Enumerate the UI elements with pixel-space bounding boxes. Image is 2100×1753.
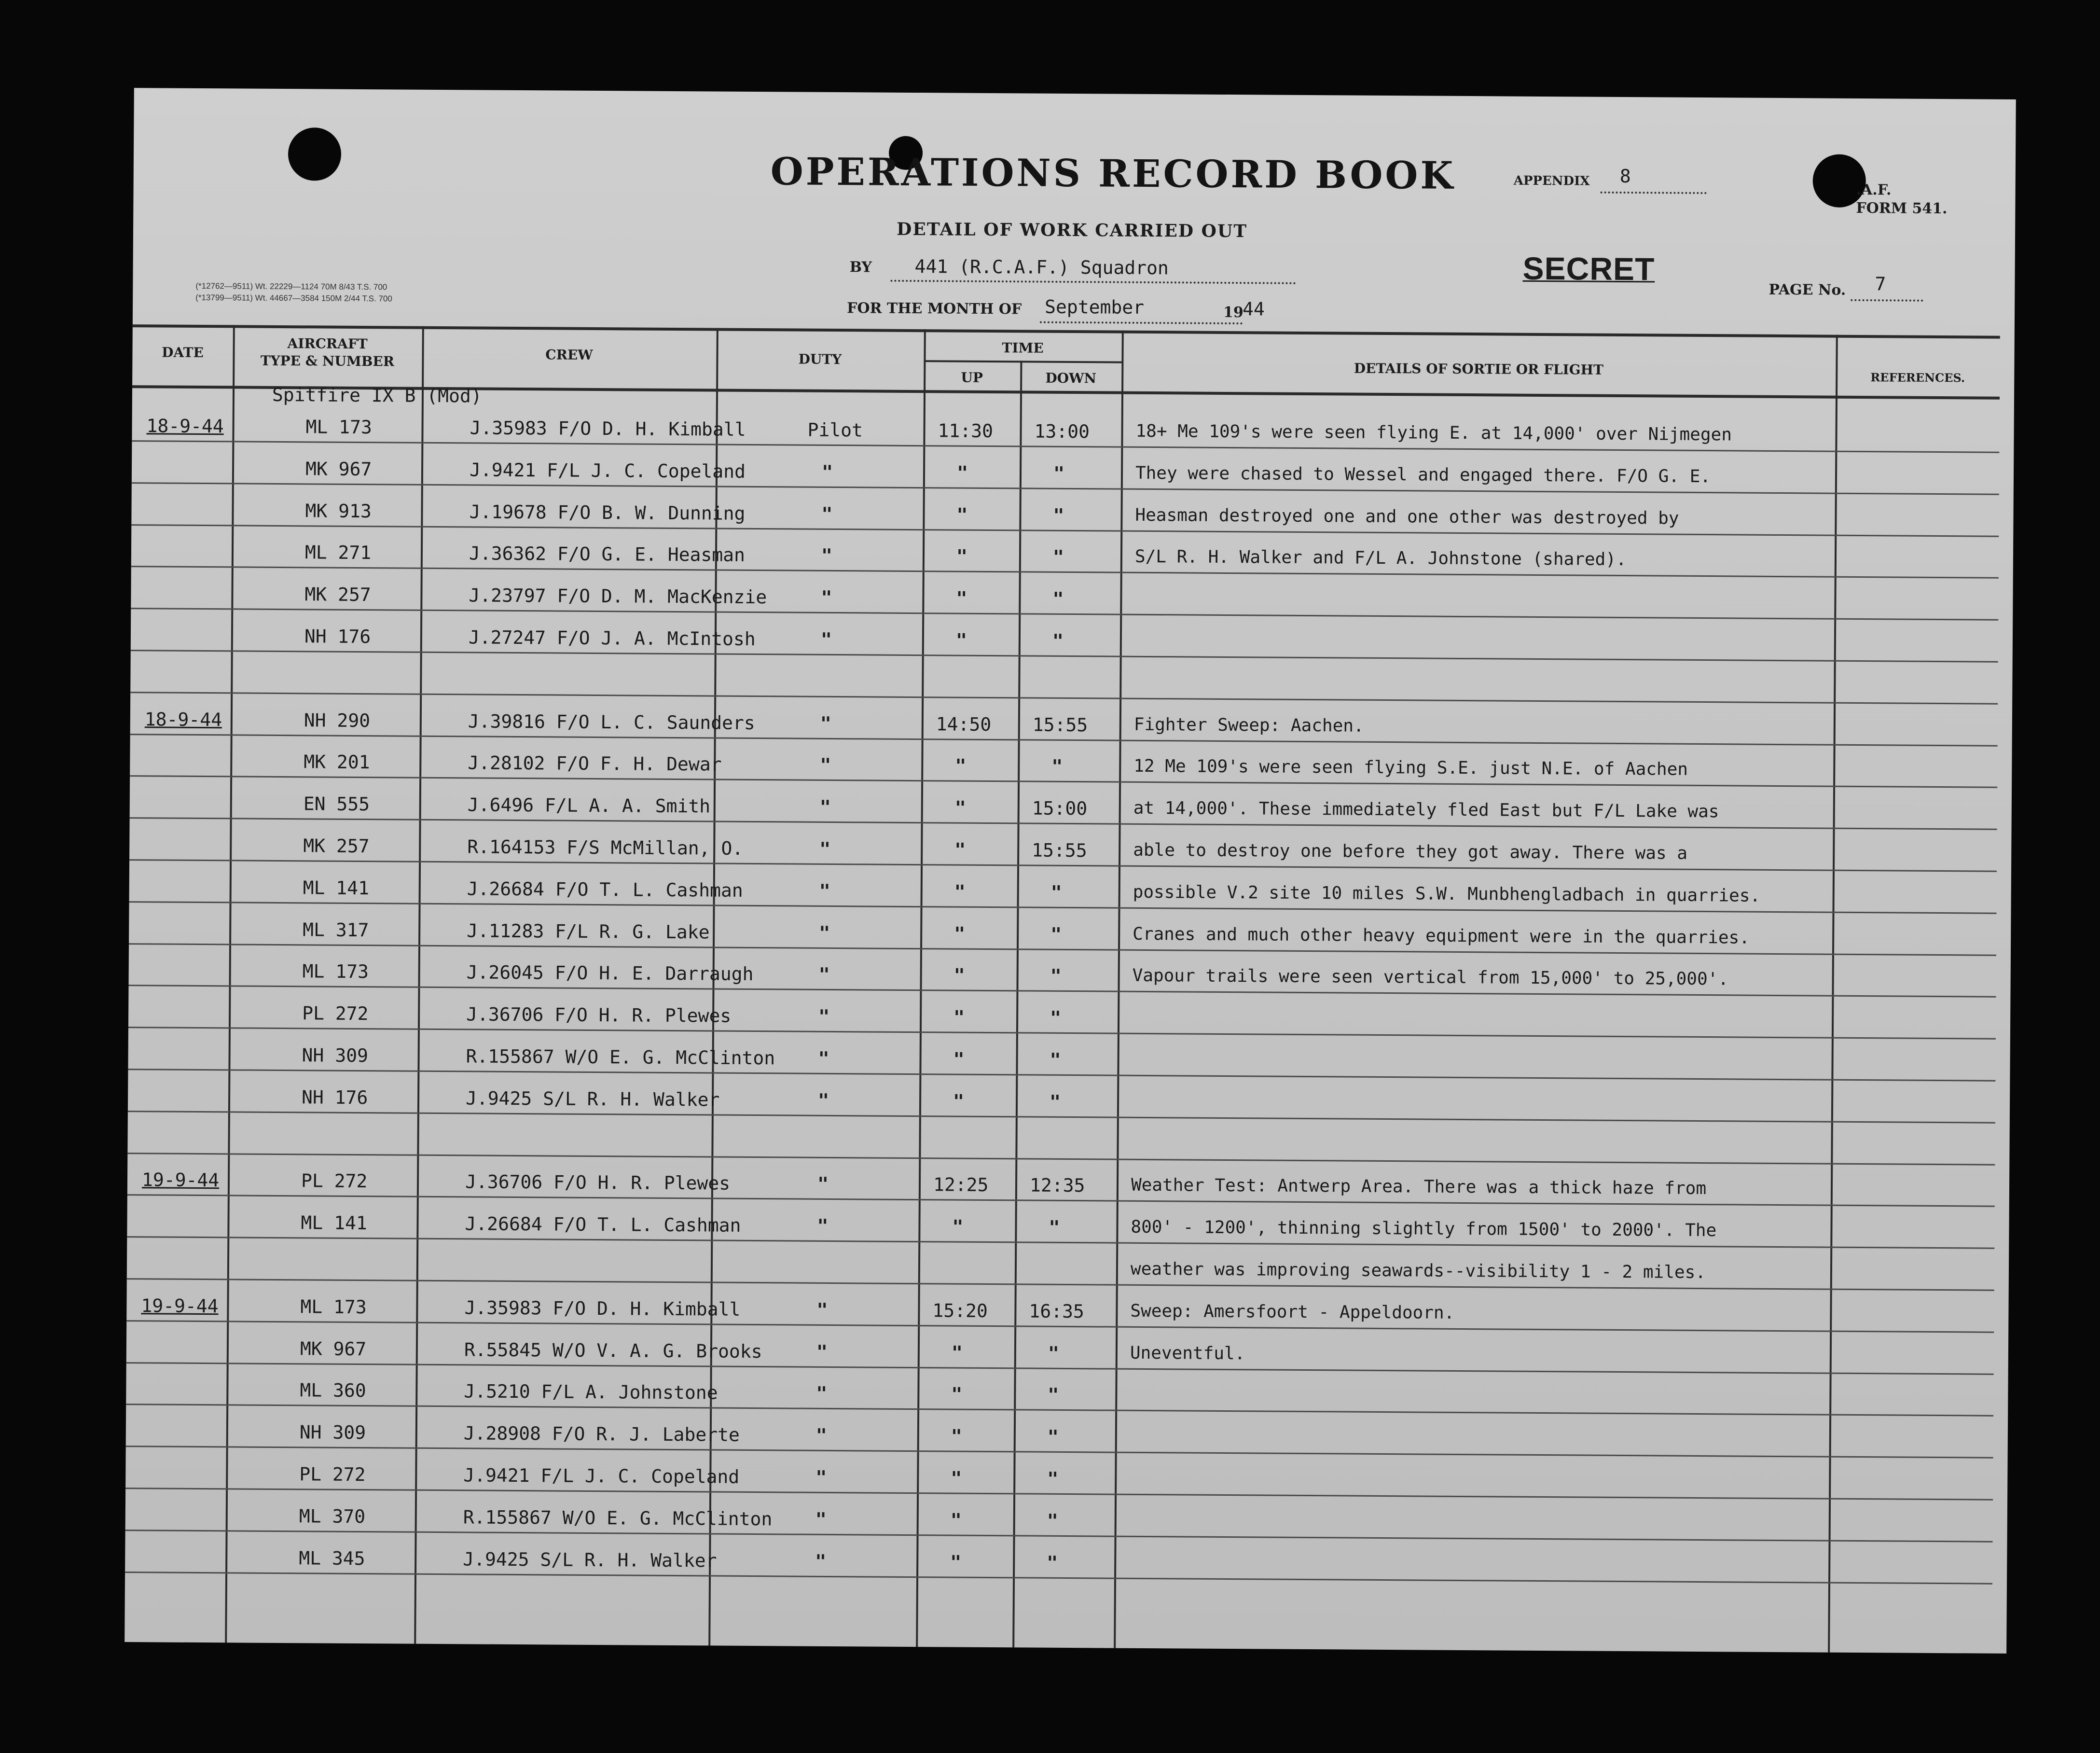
cell-duty: " <box>819 838 831 860</box>
cell-duty: " <box>818 1047 829 1069</box>
cell-crew: J.36362 F/O G. E. Heasman <box>469 543 746 566</box>
col-header-references: REFERENCES. <box>1870 370 1965 385</box>
cell-aircraft: MK 257 <box>304 584 371 606</box>
cell-aircraft: MK 967 <box>305 458 372 480</box>
cell-time-up: " <box>951 1425 962 1447</box>
cell-time-down: 12:35 <box>1029 1174 1085 1196</box>
cell-time-down: 15:55 <box>1032 839 1087 862</box>
cell-crew: J.28908 F/O R. J. Laberte <box>463 1422 740 1446</box>
form-line-2: FORM 541. <box>1856 199 1948 218</box>
cell-detail: S/L R. H. Walker and F/L A. Johnstone (shared). <box>1134 547 1627 570</box>
cell-crew: J.9421 F/L J. C. Copeland <box>463 1464 740 1488</box>
cell-detail: Cranes and much other heavy equipment were in the quarries. <box>1133 924 1750 948</box>
page-number-value: 7 <box>1875 273 1886 295</box>
cell-duty: " <box>820 754 831 776</box>
cell-duty: " <box>820 712 831 734</box>
row-rule <box>125 1572 1992 1585</box>
cell-aircraft: ML 317 <box>303 918 369 941</box>
cell-aircraft: ML 173 <box>300 1296 367 1318</box>
cell-date: 19-9-44 <box>141 1169 220 1191</box>
cell-aircraft: PL 272 <box>302 1002 369 1025</box>
cell-time-up: " <box>953 1048 965 1070</box>
cell-aircraft: PL 272 <box>299 1463 366 1486</box>
cell-crew: J.26045 F/O H. E. Darraugh <box>466 961 754 985</box>
cell-crew: J.9421 F/L J. C. Copeland <box>469 459 746 482</box>
cell-time-down: " <box>1050 881 1062 903</box>
cell-crew: J.36706 F/O H. R. Plewes <box>466 1003 732 1027</box>
row-rule <box>132 482 1999 495</box>
cell-aircraft: MK 967 <box>300 1337 367 1360</box>
cell-duty: " <box>815 1508 827 1530</box>
cell-duty: " <box>818 964 830 986</box>
cell-duty: " <box>816 1341 828 1363</box>
row-rule <box>127 1194 1995 1207</box>
cell-aircraft: ML 141 <box>303 877 370 899</box>
cell-detail: Vapour trails were seen vertical from 15,000' to 25,000'. <box>1132 966 1729 989</box>
cell-time-down: " <box>1052 546 1064 568</box>
cell-detail: possible V.2 site 10 miles S.W. Munbhengladbach in quarries. <box>1133 882 1761 906</box>
cell-duty: " <box>815 1550 827 1572</box>
cell-time-down: " <box>1047 1510 1058 1531</box>
cell-time-up: " <box>951 1383 963 1405</box>
page-title: OPERATIONS RECORD BOOK <box>770 150 1456 198</box>
cell-time-up: " <box>956 504 968 526</box>
cell-duty: " <box>819 880 830 902</box>
cell-time-up: " <box>956 462 968 484</box>
cell-time-up: " <box>951 1467 962 1489</box>
cell-time-down: " <box>1047 1468 1059 1489</box>
col-header-up: UP <box>961 369 983 386</box>
row-rule <box>127 1278 1994 1291</box>
col-divider-time <box>1114 331 1124 1648</box>
row-rule <box>126 1320 1994 1333</box>
cell-crew: J.36706 F/O H. R. Plewes <box>465 1171 731 1195</box>
row-rule <box>128 1111 1995 1124</box>
col-header-time: TIME <box>1002 340 1044 356</box>
punch-hole-left <box>288 127 342 181</box>
col-divider-details <box>1828 335 1838 1653</box>
cell-duty: " <box>819 796 831 818</box>
cell-duty: " <box>820 628 832 650</box>
cell-time-up: 11:30 <box>938 420 994 442</box>
cell-duty: Pilot <box>807 419 863 441</box>
cell-time-down: 13:00 <box>1034 420 1090 443</box>
cell-time-down: 15:00 <box>1032 797 1088 820</box>
cell-time-down: " <box>1049 1091 1061 1113</box>
cell-aircraft: MK 201 <box>304 751 370 773</box>
cell-detail: Fighter Sweep: Aachen. <box>1133 714 1364 736</box>
cell-time-up: " <box>954 839 966 861</box>
cell-time-up: 15:20 <box>932 1300 988 1322</box>
cell-crew: R.155867 W/O E. G. McClinton <box>466 1045 775 1069</box>
row-rule <box>130 734 1998 747</box>
row-rule <box>125 1488 1993 1501</box>
cell-aircraft: ML 370 <box>299 1505 366 1527</box>
cell-time-down: " <box>1050 965 1062 987</box>
cell-detail: 18+ Me 109's were seen flying E. at 14,000' over Nijmegen <box>1135 421 1732 445</box>
row-rule <box>131 566 1999 579</box>
cell-detail: at 14,000'. These immediately fled East but F/L Lake was <box>1133 798 1719 822</box>
cell-time-up: " <box>955 629 967 651</box>
cell-duty: " <box>816 1299 828 1321</box>
cell-time-down: " <box>1047 1552 1058 1573</box>
cell-time-down: 16:35 <box>1029 1300 1084 1322</box>
cell-aircraft: ML 141 <box>301 1212 367 1234</box>
cell-aircraft: ML 173 <box>302 960 369 983</box>
cell-crew: J.19678 F/O B. W. Dunning <box>469 501 746 524</box>
cell-aircraft: ML 173 <box>305 416 373 438</box>
col-header-crew: CREW <box>545 347 593 363</box>
cell-crew: J.6496 F/L A. A. Smith <box>467 794 711 817</box>
cell-detail: Sweep: Amersfoort - Appeldoorn. <box>1130 1301 1455 1323</box>
month-label: FOR THE MONTH OF <box>847 300 1022 318</box>
cell-duty: " <box>816 1383 828 1405</box>
cell-time-down: " <box>1053 462 1065 484</box>
col-divider-up-down <box>1012 361 1022 1647</box>
cell-time-up: " <box>954 797 966 819</box>
row-rule <box>130 692 1998 705</box>
cell-time-up: 12:25 <box>933 1174 989 1196</box>
cell-crew: J.28102 F/O F. H. Dewar <box>468 752 722 775</box>
col-header-aircraft-2: TYPE & NUMBER <box>260 352 395 370</box>
month-value: September <box>1045 296 1145 318</box>
cell-time-up: " <box>950 1551 962 1573</box>
cell-time-down: " <box>1049 1216 1060 1238</box>
row-rule <box>126 1446 1993 1459</box>
col-header-date: DATE <box>162 344 204 361</box>
col-header-down: DOWN <box>1045 370 1097 387</box>
col-divider-duty <box>916 329 926 1647</box>
cell-detail: 800' - 1200', thinning slightly from 1500' to 2000'. The <box>1131 1217 1717 1241</box>
cell-date: 19-9-44 <box>141 1295 219 1317</box>
col-header-aircraft-1: AIRCRAFT <box>287 335 368 352</box>
cell-time-down: " <box>1050 1049 1061 1071</box>
cell-detail: able to destroy one before they got away. There was a <box>1133 840 1688 863</box>
cell-aircraft: ML 360 <box>300 1379 366 1402</box>
row-rule <box>127 1153 1995 1166</box>
classification-stamp: SECRET <box>1522 250 1655 287</box>
cell-aircraft: PL 272 <box>301 1170 368 1192</box>
page-subtitle: DETAIL OF WORK CARRIED OUT <box>896 219 1248 242</box>
cell-crew: J.11283 F/L R. G. Lake <box>467 919 710 943</box>
row-rule <box>126 1362 1994 1375</box>
cell-duty: " <box>817 1173 829 1195</box>
month-underline <box>1040 321 1243 325</box>
cell-detail: 12 Me 109's were seen flying S.E. just N.E. of Aachen <box>1133 756 1688 780</box>
cell-crew: J.26684 F/O T. L. Cashman <box>467 878 743 901</box>
row-rule <box>126 1404 1993 1417</box>
cell-crew: J.35983 F/O D. H. Kimball <box>464 1297 741 1320</box>
cell-aircraft: EN 555 <box>303 793 370 815</box>
cell-detail: Heasman destroyed one and one other was destroyed by <box>1135 505 1679 529</box>
cell-detail: Uneventful. <box>1130 1343 1245 1363</box>
cell-duty: " <box>817 1089 829 1111</box>
page-number-underline <box>1851 299 1923 302</box>
cell-time-down: " <box>1053 504 1064 526</box>
cell-duty: " <box>819 922 830 944</box>
time-subheader-divider <box>924 360 1121 363</box>
row-rule <box>131 608 1998 621</box>
cell-duty: " <box>815 1424 827 1447</box>
row-rule <box>131 524 1999 537</box>
by-label: BY <box>849 259 872 276</box>
cell-crew: J.39816 F/O L. C. Saunders <box>468 710 755 734</box>
col-header-duty: DUTY <box>798 351 842 368</box>
cell-time-up: " <box>951 1342 963 1363</box>
cell-aircraft: ML 345 <box>299 1547 365 1569</box>
cell-time-up: " <box>952 1216 964 1238</box>
cell-duty: " <box>817 1215 829 1237</box>
cell-time-up: " <box>953 964 965 987</box>
cell-time-up: " <box>955 755 967 777</box>
cell-duty: " <box>818 1006 830 1028</box>
row-rule <box>128 1069 1995 1082</box>
cell-crew: J.23797 F/O D. M. MacKenzie <box>469 584 767 608</box>
year-prefix: 19 <box>1223 304 1243 321</box>
cell-detail: weather was improving seawards--visibility 1 - 2 miles. <box>1130 1259 1706 1283</box>
cell-time-down: " <box>1048 1384 1059 1406</box>
cell-time-down: " <box>1047 1426 1059 1448</box>
appendix-label: APPENDIX <box>1513 173 1590 189</box>
cell-crew: R.55845 W/O V. A. G. Brooks <box>464 1338 762 1362</box>
cell-crew: R.155867 W/O E. G. McClinton <box>463 1506 773 1530</box>
squadron-underline <box>890 280 1296 284</box>
col-divider-date <box>225 325 235 1642</box>
cell-time-up: " <box>956 587 967 609</box>
cell-duty: " <box>821 545 833 567</box>
print-code-line-2: (*13799—9511) Wt. 44667—3584 150M 2/44 T.S. 700 <box>195 292 392 304</box>
row-rule <box>125 1530 1993 1543</box>
cell-time-down: " <box>1052 588 1064 610</box>
cell-aircraft: MK 257 <box>303 835 370 857</box>
cell-duty: " <box>815 1466 827 1488</box>
cell-crew: J.35983 F/O D. H. Kimball <box>470 417 746 440</box>
cell-time-down: " <box>1051 756 1063 778</box>
cell-date: 18-9-44 <box>146 415 224 437</box>
col-divider-aircraft <box>414 326 424 1644</box>
cell-crew: J.5210 F/L A. Johnstone <box>464 1380 718 1404</box>
cell-duty: " <box>821 587 832 609</box>
cell-time-up: " <box>954 881 966 903</box>
cell-aircraft: NH 176 <box>301 1086 368 1108</box>
cell-date: 18-9-44 <box>144 708 222 730</box>
cell-time-up: 14:50 <box>936 713 992 735</box>
cell-time-down: 15:55 <box>1032 714 1088 736</box>
cell-aircraft: MK 913 <box>305 500 372 522</box>
cell-detail: They were chased to Wessel and engaged there. F/O G. E. <box>1135 463 1711 487</box>
appendix-underline <box>1601 192 1707 194</box>
cell-time-down: " <box>1052 630 1064 652</box>
appendix-value: 8 <box>1619 165 1631 187</box>
form-line-1: .A.F. <box>1856 181 1892 199</box>
cell-aircraft: NH 309 <box>299 1421 366 1444</box>
cell-time-down: " <box>1050 923 1062 945</box>
squadron-name: 441 (R.C.A.F.) Squadron <box>914 256 1169 279</box>
cell-crew: J.27247 F/O J. A. McIntosh <box>468 626 756 650</box>
cell-aircraft: NH 309 <box>302 1044 369 1067</box>
print-code-line-1: (*12762—9511) Wt. 22229—1124 70M 8/43 T.S. 700 <box>195 281 387 292</box>
col-divider-crew <box>708 328 718 1646</box>
row-rule <box>128 1027 1996 1040</box>
aircraft-type: Spitfire IX B (Mod) <box>272 384 482 407</box>
cell-crew: J.9425 S/L R. H. Walker <box>463 1548 717 1572</box>
cell-time-up: " <box>954 923 966 945</box>
cell-time-down: " <box>1048 1342 1059 1364</box>
cell-time-up: " <box>950 1509 962 1531</box>
cell-detail: Weather Test: Antwerp Area. There was a thick haze from <box>1131 1175 1707 1199</box>
page-number-label: PAGE No. <box>1768 281 1846 299</box>
cell-duty: " <box>821 461 833 483</box>
col-header-details: DETAILS OF SORTIE OR FLIGHT <box>1354 360 1604 378</box>
record-sheet <box>124 88 2016 1654</box>
cell-aircraft: NH 176 <box>304 626 371 648</box>
cell-crew: R.164153 F/S McMillan, O. <box>467 836 744 859</box>
row-rule <box>129 859 1997 872</box>
cell-time-down: " <box>1050 1007 1062 1029</box>
year-suffix: 44 <box>1242 298 1265 320</box>
cell-crew: J.26684 F/O T. L. Cashman <box>465 1213 741 1237</box>
cell-time-up: " <box>956 545 967 568</box>
row-rule <box>130 775 1997 788</box>
cell-aircraft: ML 271 <box>304 542 372 564</box>
cell-time-up: " <box>953 1090 965 1112</box>
cell-aircraft: NH 290 <box>304 709 371 731</box>
row-rule <box>131 650 1998 663</box>
cell-crew: J.9425 S/L R. H. Walker <box>465 1087 720 1111</box>
cell-time-up: " <box>953 1006 965 1028</box>
cell-duty: " <box>821 503 833 525</box>
